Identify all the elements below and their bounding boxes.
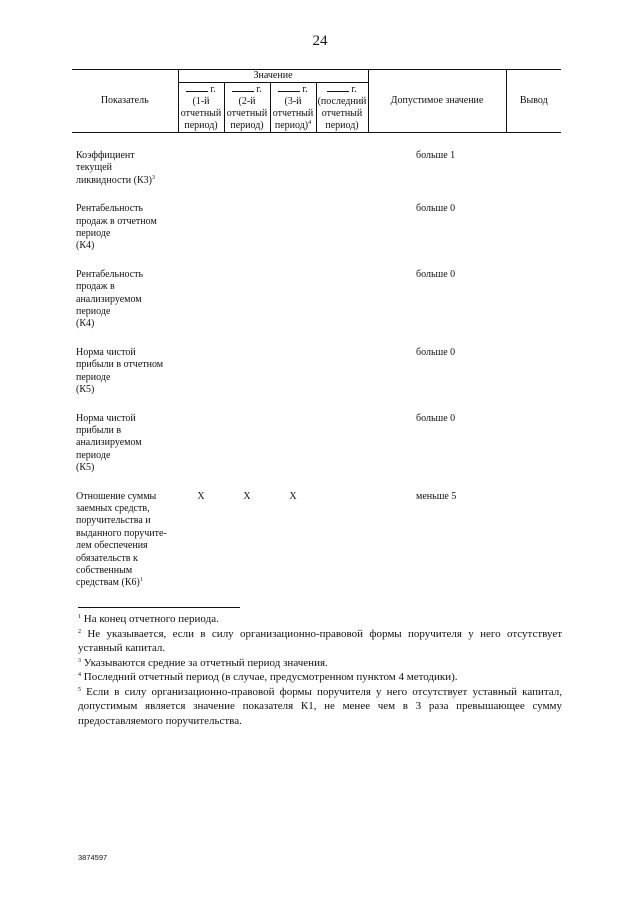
footnote-text: Не указывается, если в силу организационно-правовой формы поручителя у него отсутствует уставный капитал. [78, 627, 563, 654]
table-row [72, 133, 561, 188]
period-line: отчетный [226, 108, 268, 119]
indicator-text: анализируемом [76, 437, 142, 449]
value-cell-period-3 [270, 253, 316, 331]
conclusion-cell [506, 133, 561, 188]
footnote-text: Указываются средние за отчетный период значения. [83, 656, 328, 669]
year-blank [272, 83, 315, 96]
value-cell-period-2: X [243, 490, 251, 502]
page-number: 24 [312, 33, 328, 49]
indicator-line [76, 359, 178, 371]
period-line: отчетный [321, 108, 363, 119]
header-period-4 [316, 83, 368, 133]
year-suffix: г. [302, 84, 308, 95]
table-row [72, 253, 561, 331]
value-cell-period-1 [178, 331, 224, 397]
header-period-2 [224, 83, 270, 133]
footnote-number: 2 [78, 628, 81, 635]
indicator-line [76, 515, 178, 527]
indicator-text: прибыли в отчетном [76, 359, 164, 371]
header-allowed: Допустимое значение [368, 70, 506, 133]
indicator-line [76, 281, 178, 293]
indicator-cell [72, 397, 178, 475]
header-value-group: Значение [178, 70, 368, 83]
indicator-text: Норма чистой [76, 412, 136, 424]
footnote-ref: 4 [308, 120, 312, 126]
indicator-line [76, 528, 178, 540]
allowed-value-cell: больше 0 [416, 346, 456, 358]
period-line: (3-й [284, 96, 302, 107]
indicator-line [76, 503, 178, 515]
indicator-line [76, 216, 178, 228]
value-cell-period-4 [316, 253, 368, 331]
indicator-text: периоде [76, 449, 111, 461]
period-line [180, 120, 223, 132]
footnote-ref: 1 [139, 577, 143, 584]
blank-line [278, 83, 300, 92]
table-row [72, 187, 561, 253]
indicator-text: (К4) [76, 240, 95, 252]
indicator-line [76, 306, 178, 318]
value-cell-period-2 [224, 331, 270, 397]
value-cell-period-1: X [197, 490, 205, 502]
period-line: отчетный [180, 108, 222, 119]
indicator-line [76, 384, 178, 396]
year-blank [318, 83, 367, 96]
conclusion-cell [506, 397, 561, 475]
indicator-text: анализируемом [76, 293, 142, 305]
allowed-value-cell: больше 0 [416, 412, 456, 424]
year-blank [226, 83, 269, 96]
indicator-text: Коэффициент [76, 150, 135, 161]
period-line: (последний [317, 96, 367, 107]
indicator-text: продаж в [76, 281, 115, 293]
period-line: отчетный [272, 108, 314, 119]
indicator-text: Норма чистой [76, 346, 136, 358]
indicator-line [76, 540, 178, 552]
value-cell-period-4 [316, 187, 368, 253]
indicator-text: Рентабельность [76, 203, 144, 215]
indicator-cell [72, 133, 178, 188]
value-cell-period-1 [178, 253, 224, 331]
indicator-line [76, 577, 178, 589]
footnote [78, 656, 562, 671]
value-cell-period-4 [316, 133, 368, 188]
conclusion-cell [506, 253, 561, 331]
indicator-line [76, 175, 178, 187]
indicators-table [72, 69, 561, 590]
document-code: 3874597 [78, 853, 108, 862]
footnote-text: Последний отчетный период (в случае, предусмотренном пунктом 4 методики). [83, 671, 458, 683]
indicator-cell [72, 331, 178, 397]
indicator-line [76, 318, 178, 330]
period-line-text: период) [274, 120, 309, 131]
year-blank [180, 83, 223, 96]
footnote [78, 670, 562, 685]
footnote-number: 5 [78, 686, 81, 693]
value-cell-period-2 [224, 133, 270, 188]
indicator-text: периоде [76, 306, 111, 318]
blank-line [232, 83, 254, 92]
value-cell-period-3: X [289, 490, 297, 502]
value-cell-period-3 [270, 133, 316, 188]
table-row [72, 331, 561, 397]
header-period-1 [178, 83, 224, 133]
allowed-value-cell: больше 1 [416, 150, 456, 161]
header-period-3 [270, 83, 316, 133]
indicator-line [76, 162, 178, 174]
footnote-divider [78, 607, 240, 608]
indicator-text: продаж в отчетном [76, 215, 157, 227]
allowed-value-cell: больше 0 [416, 268, 456, 280]
indicator-text: ликвидности (К3) [76, 174, 152, 186]
value-cell-period-1 [178, 133, 224, 188]
period-line-text: период) [230, 120, 264, 131]
indicator-line [76, 437, 178, 449]
indicator-cell [72, 187, 178, 253]
footnote [78, 612, 562, 627]
indicator-text: поручительства и [76, 515, 151, 527]
indicator-line [76, 372, 178, 384]
value-cell-period-3 [270, 331, 316, 397]
indicator-line [76, 425, 178, 437]
footnote [78, 685, 562, 729]
indicator-text: периоде [76, 228, 111, 240]
indicator-line [76, 413, 178, 425]
blank-line [186, 83, 208, 92]
indicator-text: (К5) [76, 384, 95, 396]
indicator-line [76, 228, 178, 240]
indicator-line [76, 491, 178, 503]
indicator-line [76, 450, 178, 462]
value-cell-period-2 [224, 397, 270, 475]
header-conclusion: Вывод [506, 70, 561, 133]
indicator-line [76, 347, 178, 359]
value-cell-period-3 [270, 397, 316, 475]
indicator-text: выданного поручите- [76, 527, 167, 539]
indicator-line [76, 203, 178, 215]
year-suffix: г. [210, 84, 216, 95]
value-cell-period-4 [316, 331, 368, 397]
table-row [72, 475, 561, 590]
indicator-cell [72, 475, 178, 590]
indicator-text: Отношение суммы [76, 490, 157, 502]
period-line-text: период) [325, 120, 359, 131]
value-cell-period-2 [224, 187, 270, 253]
footnote [78, 627, 562, 656]
footnote-text: На конец отчетного периода. [83, 613, 219, 625]
conclusion-cell [506, 475, 561, 590]
period-line-text: период) [184, 120, 218, 131]
indicator-line [76, 553, 178, 565]
indicator-line [76, 462, 178, 474]
value-cell-period-1 [178, 187, 224, 253]
value-cell-period-2 [224, 253, 270, 331]
value-cell-period-4 [316, 475, 368, 590]
period-line [226, 120, 269, 132]
indicator-text: (К5) [76, 462, 95, 474]
allowed-value-cell: больше 0 [416, 203, 456, 215]
footnote-ref: 3 [151, 174, 155, 181]
table-row [72, 397, 561, 475]
header-indicator: Показатель [72, 70, 178, 133]
indicator-text: обязательств к [76, 552, 138, 564]
period-line [318, 120, 367, 132]
indicator-text: периоде [76, 371, 111, 383]
footnote-number: 1 [78, 614, 81, 620]
indicator-text: средствам (К6) [76, 577, 140, 589]
indicator-text: Рентабельность [76, 268, 144, 280]
indicator-line [76, 294, 178, 306]
indicator-text: собственным [76, 564, 133, 576]
indicator-text: (К4) [76, 318, 95, 330]
period-line: (2-й [238, 96, 256, 107]
period-line [272, 120, 315, 132]
indicator-text: заемных средств, [76, 502, 150, 514]
indicator-line [76, 565, 178, 577]
indicator-cell [72, 253, 178, 331]
conclusion-cell [506, 187, 561, 253]
year-suffix: г. [351, 84, 357, 95]
value-cell-period-4 [316, 397, 368, 475]
indicator-line [76, 240, 178, 252]
indicator-text: лем обеспечения [76, 540, 148, 552]
value-cell-period-1 [178, 397, 224, 475]
indicator-text: текущей [76, 162, 113, 174]
period-line: (1-й [192, 96, 210, 107]
footnote-text: Если в силу организационно-правовой формы поручителя у него отсутствует уставный капитал, допустимым является значение показателя К1, не менее чем в 3 раза превышающее сумму предоставляемого поручительства. [78, 685, 563, 727]
footnotes [78, 607, 562, 728]
year-suffix: г. [256, 84, 262, 95]
indicator-line [76, 150, 178, 162]
allowed-value-cell: меньше 5 [416, 490, 457, 502]
conclusion-cell [506, 331, 561, 397]
footnote-number: 4 [78, 672, 81, 678]
value-cell-period-3 [270, 187, 316, 253]
footnote-number: 3 [78, 657, 81, 664]
indicator-line [76, 269, 178, 281]
indicator-text: прибыли в [76, 424, 122, 436]
blank-line [327, 83, 349, 92]
